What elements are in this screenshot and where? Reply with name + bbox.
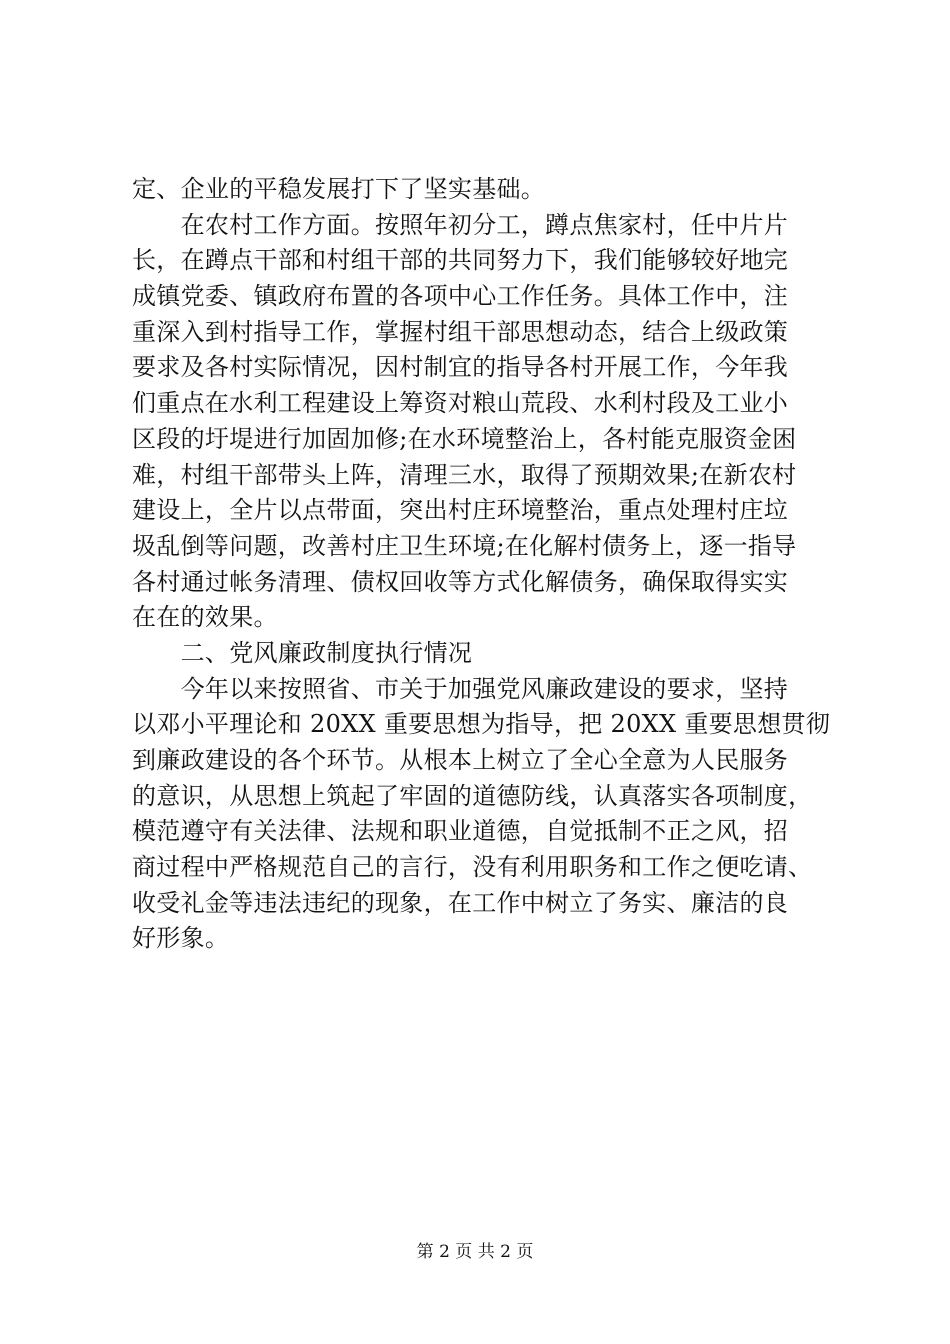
text-line: 好形象。 — [132, 924, 230, 953]
text-line: 定、企业的平稳发展打下了坚实基础。 — [132, 175, 546, 203]
text-line: 要求及各村实际情况，因村制宜的指导各村开展工作，今年我 — [132, 353, 789, 382]
text-line: 们重点在水利工程建设上筹资对粮山荒段、水利村段及工业小 — [132, 389, 789, 418]
text-line: 模范遵守有关法律、法规和职业道德，自觉抵制不正之风，招 — [132, 817, 789, 846]
text-line: 今年以来按照省、市关于加强党风廉政建设的要求，坚持 — [132, 674, 789, 703]
text-line: 在农村工作方面。按照年初分工，蹲点焦家村，任中片片 — [132, 210, 789, 239]
text-line: 商过程中严格规范自己的言行，没有利用职务和工作之便吃请、 — [132, 853, 813, 882]
text-line: 区段的圩堤进行加固加修;在水环境整治上，各村能克服资金困 — [132, 424, 797, 453]
text-line: 各村通过帐务清理、债权回收等方式化解债务，确保取得实实 — [132, 567, 789, 596]
text-line: 重深入到村指导工作，掌握村组干部思想动态，结合上级政策 — [132, 317, 789, 346]
page-number-footer: 第 2 页 共 2 页 — [416, 1242, 534, 1262]
text-line: 建设上，全片以点带面，突出村庄环境整治，重点处理村庄垃 — [132, 496, 789, 525]
text-line: 的意识，从思想上筑起了牢固的道德防线，认真落实各项制度， — [132, 781, 813, 810]
document-body — [132, 172, 832, 957]
text-line: 收受礼金等违法违纪的现象，在工作中树立了务实、廉洁的良 — [132, 888, 789, 917]
text-line: 以邓小平理论和 20XX 重要思想为指导，把 20XX 重要思想贯彻 — [132, 710, 831, 739]
text-line: 到廉政建设的各个环节。从根本上树立了全心全意为人民服务 — [132, 746, 789, 774]
section-heading: 二、党风廉政制度执行情况 — [132, 638, 473, 667]
text-line: 成镇党委、镇政府布置的各项中心工作任务。具体工作中，注 — [132, 282, 789, 311]
text-line: 圾乱倒等问题，改善村庄卫生环境;在化解村债务上，逐一指导 — [132, 531, 797, 560]
text-line: 长，在蹲点干部和村组干部的共同努力下，我们能够较好地完 — [132, 246, 789, 275]
text-line: 难，村组干部带头上阵，清理三水，取得了预期效果;在新农村 — [132, 460, 797, 489]
text-line: 在在的效果。 — [132, 603, 278, 632]
